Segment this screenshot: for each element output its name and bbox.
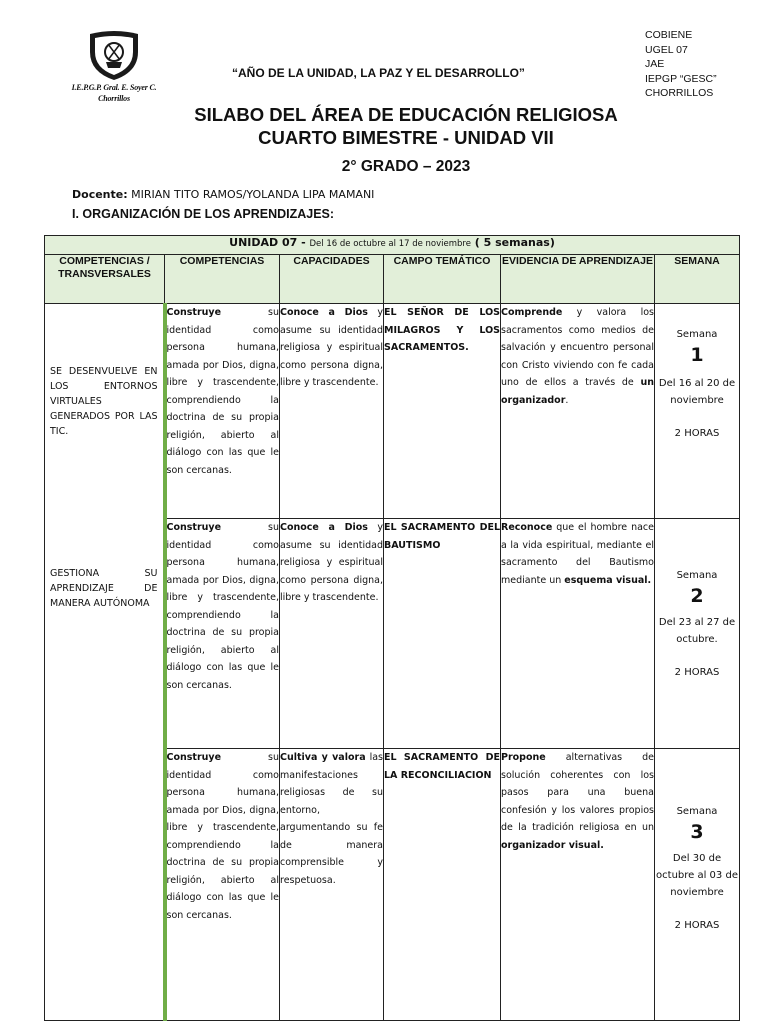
evidencia-keyword: Reconoce <box>501 522 553 533</box>
semana-cell <box>655 519 740 749</box>
competencia-keyword: Construye <box>166 307 222 318</box>
campo-text: EL SEÑOR DE LOS MILAGROS Y LOS SACRAMENTOS. <box>384 307 500 353</box>
institution-line: IEPGP “GESC” <box>645 72 717 85</box>
evidencia-product: un organizador <box>501 377 654 406</box>
col-header-competencias: COMPETENCIAS <box>165 255 280 304</box>
col-header-campo: CAMPO TEMÁTICO <box>384 255 501 304</box>
col-header-capacidades: CAPACIDADES <box>280 255 384 304</box>
year-motto: “AÑO DE LA UNIDAD, LA PAZ Y EL DESARROLLO” <box>232 66 525 80</box>
evidencia-text: que el hombre nace a la vida espiritual, mediante el sacramento del Bautismo mediante un <box>501 522 654 586</box>
semana-cell <box>655 749 740 1021</box>
evidencia-cell <box>501 519 655 749</box>
campo-cell <box>384 749 501 1021</box>
semana-dates: Del 16 al 20 de noviembre <box>658 378 736 406</box>
logo-caption-line2: Chorrillos <box>98 94 130 103</box>
competencia-text: su identidad como persona humana, amada por Dios, digna, libre y trascendente, comprendiendo la doctrina de su propia religión, abierto al diálogo con las que le son cercanas. <box>166 522 279 691</box>
col-header-semana: SEMANA <box>655 255 740 304</box>
institution-line: CHORRILLOS <box>645 87 714 99</box>
competencia-text: su identidad como persona humana, amada por Dios, digna, libre y trascendente, comprendiendo la doctrina de su propia religión, abierto al diálogo con las que le son cercanas. <box>166 307 279 476</box>
campo-text: EL SACRAMENTO DE LA RECONCILIACION <box>384 752 500 781</box>
teacher-names: MIRIAN TITO RAMOS/YOLANDA LIPA MAMANI <box>127 188 375 201</box>
unit-row <box>45 236 740 255</box>
competencia-keyword: Construye <box>166 752 222 763</box>
grade-year: 2° GRADO – 2023 <box>341 158 471 175</box>
semana-label: Semana <box>676 570 718 581</box>
semana-label: Semana <box>676 329 718 340</box>
logo-caption-line1: I.E.P.G.P. Gral. E. Soyer C. <box>71 83 157 92</box>
unit-header-cell <box>45 236 740 255</box>
semana-hours: 2 HORAS <box>674 667 720 678</box>
semana-number: 2 <box>690 585 704 607</box>
section-heading: I. ORGANIZACIÓN DE LOS APRENDIZAJES: <box>72 207 335 221</box>
capacidad-cell <box>280 519 384 749</box>
teacher-line <box>72 188 374 201</box>
campo-text: EL SACRAMENTO DEL BAUTISMO <box>384 522 500 551</box>
table-row <box>45 304 740 519</box>
competencia-cell <box>165 519 280 749</box>
evidencia-cell <box>501 749 655 1021</box>
competencia-cell <box>165 304 280 519</box>
capacidad-cell <box>280 749 384 1021</box>
semana-number: 3 <box>690 821 704 843</box>
transversal-cell <box>45 304 165 1021</box>
evidencia-product: esquema visual. <box>564 574 652 586</box>
competencia-text: su identidad como persona humana, amada por Dios, digna, libre y trascendente, comprendiendo la doctrina de su propia religión, abierto al diálogo con las que le son cercanas. <box>166 752 279 921</box>
capacidad-text: y asume su identidad religiosa y espiritual como persona digna, libre y trascendente. <box>280 522 383 603</box>
document-title: SILABO DEL ÁREA DE EDUCACIÓN RELIGIOSA <box>194 104 618 125</box>
school-logo <box>68 30 160 104</box>
transversal-competence-1: SE DESENVUELVE EN LOS ENTORNOS VIRTUALES GENERADOS POR LAS TIC. <box>50 366 158 437</box>
col-header-evidencia: EVIDENCIA DE APRENDIZAJE <box>501 255 655 304</box>
column-header-row <box>45 255 740 304</box>
semana-cell <box>655 304 740 519</box>
evidencia-product: organizador visual. <box>501 839 604 851</box>
capacidad-keyword: Cultiva y valora <box>280 752 366 763</box>
capacidad-cell <box>280 304 384 519</box>
semana-hours: 2 HORAS <box>674 428 720 439</box>
campo-cell <box>384 304 501 519</box>
teacher-label: Docente: <box>72 188 128 201</box>
capacidad-text: y asume su identidad religiosa y espiritual como persona digna, libre y trascendente. <box>280 307 383 388</box>
unit-title: UNIDAD 07 - <box>229 236 310 249</box>
institution-line: UGEL 07 <box>645 43 688 56</box>
institution-block <box>645 28 717 101</box>
col-header-transversales: COMPETENCIAS / TRANSVERSALES <box>45 255 165 304</box>
semana-dates: Del 23 al 27 de octubre. <box>658 617 736 645</box>
capacidad-text: las manifestaciones religiosas de su entorno, argumentando su fe de manera comprensible y respetuosa. <box>280 752 383 886</box>
shield-crest-icon <box>86 30 142 82</box>
campo-cell <box>384 519 501 749</box>
semana-dates: Del 30 de octubre al 03 de noviembre <box>656 853 738 898</box>
evidencia-keyword: Comprende <box>501 307 563 318</box>
unit-dates: Del 16 de octubre al 17 de noviembre <box>309 239 471 249</box>
capacidad-keyword: Conoce a Dios <box>280 522 368 533</box>
institution-line: JAE <box>645 58 665 70</box>
document-subtitle: CUARTO BIMESTRE - UNIDAD VII <box>258 127 554 148</box>
semana-label: Semana <box>676 806 718 817</box>
evidencia-end: . <box>565 394 569 406</box>
competencia-keyword: Construye <box>166 522 222 533</box>
institution-line: COBIENE <box>645 29 693 41</box>
evidencia-text: y valora los sacramentos como medios de salvación y encuentro personal con Cristo viviendo con fe cada uno de ellos a través de <box>501 307 654 388</box>
semana-hours: 2 HORAS <box>674 920 720 931</box>
transversal-competence-2: GESTIONA SU APRENDIZAJE DE MANERA AUTÓNOMA <box>50 568 158 609</box>
capacidad-keyword: Conoce a Dios <box>280 307 368 318</box>
evidencia-cell <box>501 304 655 519</box>
semana-number: 1 <box>690 344 704 366</box>
competencia-cell <box>165 749 280 1021</box>
syllabus-table <box>44 235 740 1021</box>
unit-weeks: ( 5 semanas) <box>470 236 555 249</box>
evidencia-text: alternativas de solución coherentes con los pasos para una buena confesión y los valores propios de la tradición religiosa en un <box>501 752 654 833</box>
evidencia-keyword: Propone <box>501 752 546 763</box>
